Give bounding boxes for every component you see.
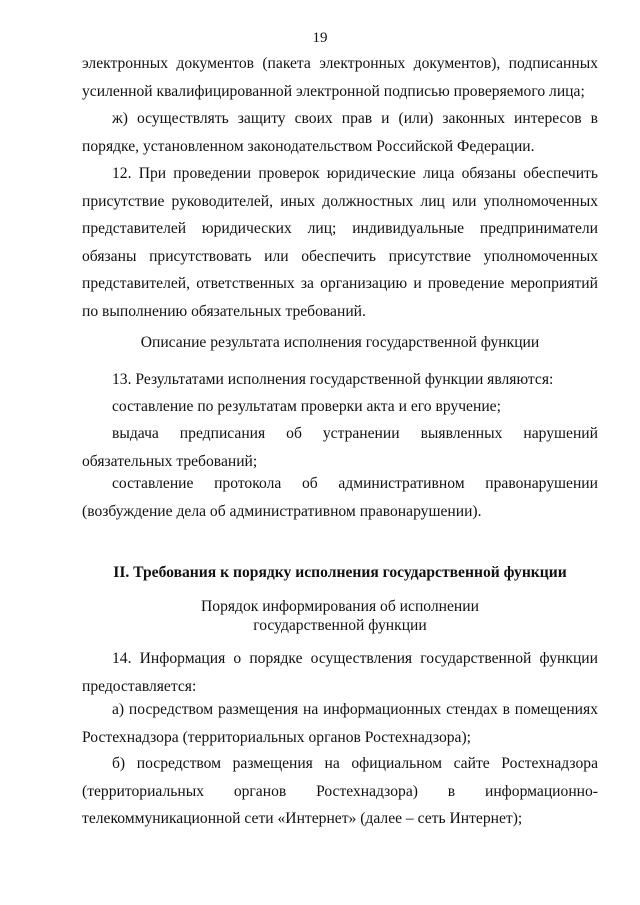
paragraph-item-zh: ж) осуществлять защиту своих прав и (или) законных интересов в порядке, установленном законодательством Российской Федерации. — [82, 110, 598, 155]
paragraph-item-b: б) посредством размещения на официальном сайте Ростехнадзора (территориальных органов Ростехнадзора) в информационно-телекоммуникационной сети «Интернет» (далее – сеть Интернет); — [82, 755, 598, 828]
heading-info-order-line-2: государственной функции — [253, 617, 427, 634]
heading-section-2: II. Требования к порядку исполнения государственной функции — [113, 564, 567, 581]
heading-info-order-line-1: Порядок информирования об исполнении — [201, 598, 479, 615]
paragraph-result-prescription: выдача предписания об устранении выявленных нарушений обязательных требований; — [82, 425, 598, 470]
paragraph-electronic-documents: электронных документов (пакета электронных документов), подписанных усиленной квалифицированной электронной подписью проверяемого лица; — [82, 55, 598, 100]
paragraph-13: 13. Результатами исполнения государственной функции являются: — [112, 371, 554, 388]
paragraph-12: 12. При проведении проверок юридические лица обязаны обеспечить присутствие руководителей, иных должностных лиц или уполномоченных представителей юридических лиц; индивидуальные предприниматели обязаны присутствовать или обеспечить присутствие уполномоченных представителей, ответственных за организацию и проведение мероприятий по выполнению обязательных требований. — [82, 165, 598, 320]
paragraph-14: 14. Информация о порядке осуществления государственной функции предоставляется: — [82, 650, 598, 695]
heading-result-description: Описание результата исполнения государственной функции — [140, 334, 540, 351]
page-number: 19 — [312, 30, 328, 46]
paragraph-result-act: составление по результатам проверки акта и его вручение; — [112, 398, 501, 415]
paragraph-item-a: а) посредством размещения на информационных стендах в помещениях Ростехнадзора (территориальных органов Ростехнадзора); — [82, 701, 598, 746]
paragraph-result-protocol: составление протокола об административном правонарушении (возбуждение дела об административном правонарушении). — [82, 475, 598, 520]
